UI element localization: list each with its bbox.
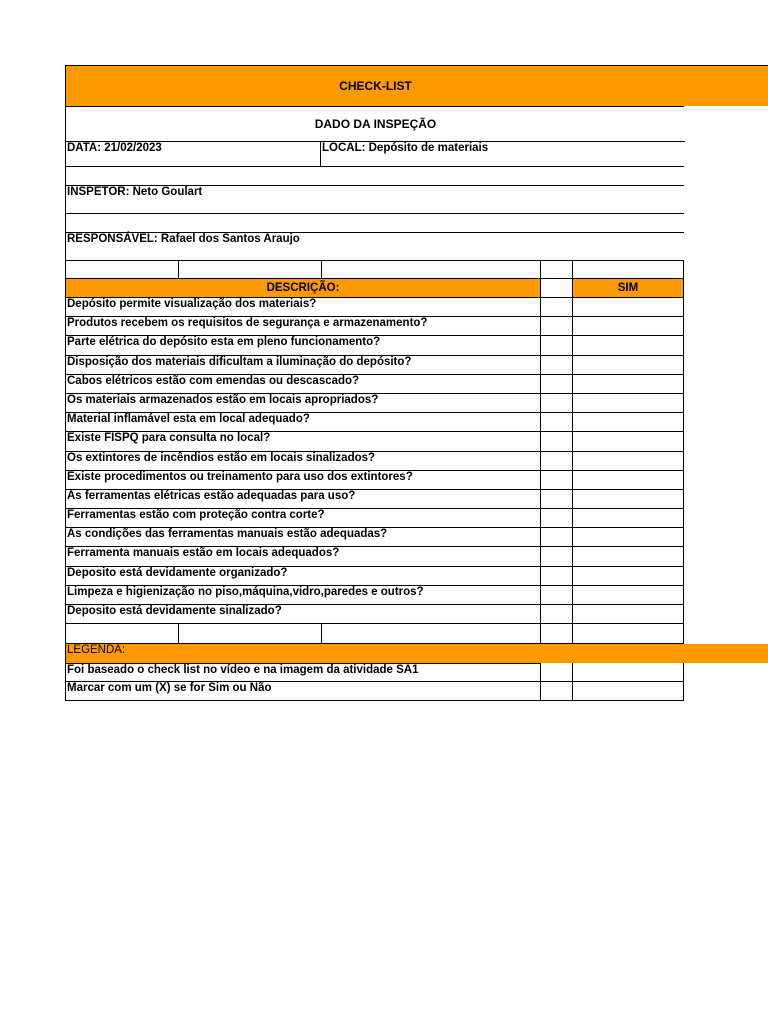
blank-row [65, 214, 684, 233]
checklist-item [65, 471, 684, 490]
checklist-items [65, 298, 768, 624]
column-header-sim: SIM [572, 279, 684, 298]
checklist-item-text: Ferramentas estão com proteção contra corte? [67, 509, 325, 522]
checklist-item-sim-cell[interactable] [572, 567, 684, 586]
checklist-item [65, 586, 684, 605]
checklist-item-text: Parte elétrica do depósito esta em pleno funcionamento? [67, 336, 381, 349]
checklist-item-text-cell [65, 471, 540, 490]
checklist-item-text-cell [65, 336, 540, 355]
checklist-item-blank-cell[interactable] [540, 356, 572, 375]
checklist-item-sim-cell[interactable] [572, 317, 684, 336]
checklist-item-sim-cell[interactable] [572, 490, 684, 509]
legend-note-text-cell [65, 663, 540, 682]
checklist-item-blank-cell[interactable] [540, 586, 572, 605]
legend-note [65, 682, 684, 701]
checklist-item-blank-cell[interactable] [540, 413, 572, 432]
title-row [65, 65, 768, 106]
legend-note-sim-cell[interactable] [572, 682, 684, 701]
checklist-item-text: Deposito está devidamente sinalizado? [67, 605, 282, 617]
blank-row [65, 167, 684, 186]
checklist-item [65, 298, 684, 317]
checklist-item-sim-cell[interactable] [572, 413, 684, 432]
checklist-item-text-cell [65, 509, 540, 528]
checklist-item [65, 394, 684, 413]
checklist-item-blank-cell[interactable] [540, 547, 572, 566]
checklist-item-blank-cell[interactable] [540, 490, 572, 509]
checklist-item-blank-cell[interactable] [540, 432, 572, 451]
checklist-item-text: Existe procedimentos ou treinamento para uso dos extintores? [67, 470, 413, 483]
checklist-item-text: Disposição dos materiais dificultam a iluminação do depósito? [67, 355, 412, 368]
empty-grid-row [65, 624, 684, 644]
checklist-item [65, 547, 684, 566]
empty-grid-row [65, 260, 684, 279]
checklist-item-blank-cell[interactable] [540, 605, 572, 624]
checklist-item-sim-cell[interactable] [572, 547, 684, 566]
checklist-item-sim-cell[interactable] [572, 586, 684, 605]
checklist-item [65, 432, 684, 451]
checklist-item-text: Os extintores de incêndios estão em locais sinalizados? [67, 451, 376, 464]
inspection-subtitle: DADO DA INSPEÇÃO [66, 107, 685, 142]
checklist-item-text-cell [65, 432, 540, 451]
checklist-sheet [65, 65, 768, 701]
checklist-item [65, 528, 684, 547]
checklist-item-text-cell [65, 547, 540, 566]
checklist-item-text-cell [65, 452, 540, 471]
responsible-row [65, 233, 684, 260]
date-cell [66, 142, 321, 166]
checklist-item-text: Deposito está devidamente organizado? [67, 566, 288, 579]
checklist-item-blank-cell[interactable] [540, 298, 572, 317]
legend-notes [65, 663, 768, 701]
inspection-location: LOCAL: Depósito de materiais [322, 142, 489, 154]
checklist-item-text: Ferramenta manuais estão em locais adequados? [67, 547, 340, 560]
checklist-item-sim-cell[interactable] [572, 356, 684, 375]
checklist-item-blank-cell[interactable] [540, 375, 572, 394]
checklist-item [65, 605, 684, 624]
table-header-row [65, 279, 684, 298]
checklist-item [65, 509, 684, 528]
checklist-item-sim-cell[interactable] [572, 432, 684, 451]
checklist-item [65, 375, 684, 394]
checklist-item-text-cell [65, 528, 540, 547]
checklist-item-text-cell [65, 394, 540, 413]
legend-note-text: Marcar com um (X) se for Sim ou Não [67, 682, 272, 695]
checklist-item-sim-cell[interactable] [572, 298, 684, 317]
checklist-item-text-cell [65, 356, 540, 375]
subtitle-row [65, 106, 684, 142]
checklist-item-text: Limpeza e higienização no piso,máquina,vidro,paredes e outros? [67, 585, 424, 598]
checklist-item-blank-cell[interactable] [540, 394, 572, 413]
checklist-item-sim-cell[interactable] [572, 336, 684, 355]
inspector-row [65, 186, 684, 214]
column-header-description: DESCRIÇÃO: [65, 279, 540, 298]
local-cell [321, 142, 685, 166]
checklist-item-text-cell [65, 298, 540, 317]
checklist-item [65, 336, 684, 355]
checklist-item-text: Existe FISPQ para consulta no local? [67, 432, 271, 445]
checklist-item [65, 317, 684, 336]
checklist-title: CHECK-LIST [339, 79, 412, 93]
checklist-item-text-cell [65, 413, 540, 432]
checklist-item-text-cell [65, 490, 540, 509]
checklist-item-text: As condições das ferramentas manuais estão adequadas? [67, 528, 388, 541]
checklist-item-text-cell [65, 586, 540, 605]
legend-note [65, 663, 684, 682]
date-local-row [65, 142, 684, 167]
checklist-item-blank-cell[interactable] [540, 471, 572, 490]
legend-note-sim-cell[interactable] [572, 663, 684, 682]
column-header-blank [540, 279, 572, 298]
legend-row [65, 644, 768, 663]
checklist-item-text: As ferramentas elétricas estão adequadas para uso? [67, 489, 356, 502]
checklist-item-text-cell [65, 317, 540, 336]
legend-note-text-cell [65, 682, 540, 701]
checklist-item-text: Depósito permite visualização dos materiais? [67, 298, 317, 310]
checklist-item-blank-cell[interactable] [540, 336, 572, 355]
legend-note-text: Foi baseado o check list no vídeo e na imagem da atividade SA1 [67, 664, 419, 677]
legend-note-blank-cell[interactable] [540, 663, 572, 682]
checklist-item-sim-cell[interactable] [572, 471, 684, 490]
checklist-item-sim-cell[interactable] [572, 528, 684, 547]
checklist-item-sim-cell[interactable] [572, 394, 684, 413]
checklist-item [65, 356, 684, 375]
inspection-date: DATA: 21/02/2023 [67, 142, 162, 154]
legend-note-blank-cell[interactable] [540, 682, 572, 701]
checklist-item-blank-cell[interactable] [540, 317, 572, 336]
checklist-item-blank-cell[interactable] [540, 452, 572, 471]
checklist-item-blank-cell[interactable] [540, 528, 572, 547]
checklist-item-text-cell [65, 567, 540, 586]
checklist-item-text: Material inflamável esta em local adequado? [67, 413, 310, 426]
checklist-item-sim-cell[interactable] [572, 452, 684, 471]
checklist-item-blank-cell[interactable] [540, 567, 572, 586]
checklist-item-text: Cabos elétricos estão com emendas ou descascado? [67, 374, 360, 387]
checklist-item-text-cell [65, 605, 540, 624]
checklist-item-blank-cell[interactable] [540, 509, 572, 528]
checklist-item [65, 452, 684, 471]
legend-title: LEGENDA: [67, 644, 126, 657]
checklist-item-text-cell [65, 375, 540, 394]
inspector-name: INSPETOR: Neto Goulart [67, 186, 203, 198]
checklist-item [65, 490, 684, 509]
checklist-item [65, 567, 684, 586]
checklist-item [65, 413, 684, 432]
checklist-item-sim-cell[interactable] [572, 509, 684, 528]
checklist-item-sim-cell[interactable] [572, 605, 684, 624]
checklist-item-text: Produtos recebem os requisitos de segurança e armazenamento? [67, 317, 428, 330]
checklist-item-sim-cell[interactable] [572, 375, 684, 394]
checklist-item-text: Os materiais armazenados estão em locais apropriados? [67, 393, 379, 406]
responsible-name: RESPONSÁVEL: Rafael dos Santos Araujo [67, 233, 300, 245]
